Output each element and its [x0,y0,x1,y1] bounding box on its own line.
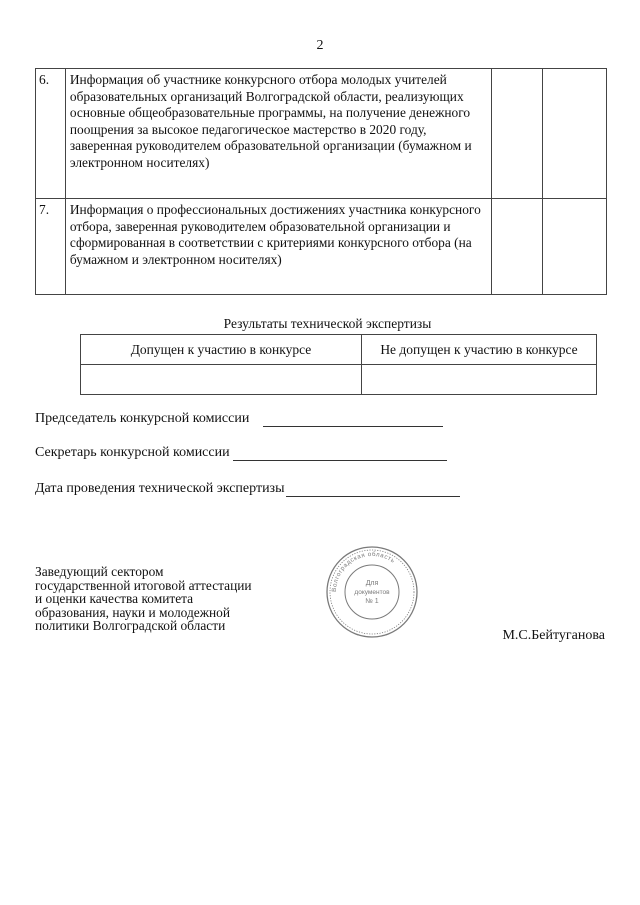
date-line [35,481,460,497]
chairman-line [35,411,443,427]
results-header-row [81,335,597,365]
not-admitted-header: Не допущен к участию в конкурсе [362,335,597,365]
results-value-row [81,365,597,395]
stamp-center-line1: Для [365,580,379,587]
svg-text:Волгоградская область [331,551,396,592]
admitted-header: Допущен к участию в конкурсе [81,335,362,365]
secretary-line [35,445,447,461]
row-text: Информация об участнике конкурсного отбора молодых учителей образовательных организаций Волгоградской области, реализующих основные общеобразовательные программы, на получение денежного поощрения за высокое педагогическое мастерство в 2020 году, заверенная руководителем образовательной организации (бумажном и электронном носителях) [65,69,491,199]
row-cell-empty [542,69,606,199]
secretary-signature-blank [233,446,447,461]
not-admitted-cell [362,365,597,395]
row-text: Информация о профессиональных достижениях участника конкурсного отбора, заверенная руководителем образовательной организации и сформированная в соответствии с критериями конкурсного отбора (на бумажном и электронном носителях) [65,199,491,295]
signer-name: М.С.Бейтуганова [502,628,605,643]
stamp-outer-text: Волгоградская область [330,550,397,593]
row-cell-empty [542,199,606,295]
signer-position: Заведующий сектором государственной итоговой аттестации и оценки качества комитета образования, науки и молодежной политики Волгоградской области [35,564,252,633]
chairman-signature-blank [263,412,443,427]
date-label: Дата проведения технической экспертизы [35,481,285,496]
row-cell-empty [491,69,542,199]
results-table [80,334,597,395]
results-title: Результаты технической экспертизы [223,316,432,331]
stamp-center-line3: № 1 [365,598,379,605]
date-blank [286,482,460,497]
table-row [36,199,607,295]
row-number: 6. [36,69,66,199]
table-row [36,69,607,199]
chairman-label: Председатель конкурсной комиссии [35,411,250,426]
secretary-label: Секретарь конкурсной комиссии [35,445,230,460]
page-number: 2 [316,38,324,53]
official-stamp [325,545,419,639]
row-number: 7. [36,199,66,295]
stamp-center-line2: документов [354,589,390,596]
admitted-cell [81,365,362,395]
documents-table [35,68,607,295]
row-cell-empty [491,199,542,295]
